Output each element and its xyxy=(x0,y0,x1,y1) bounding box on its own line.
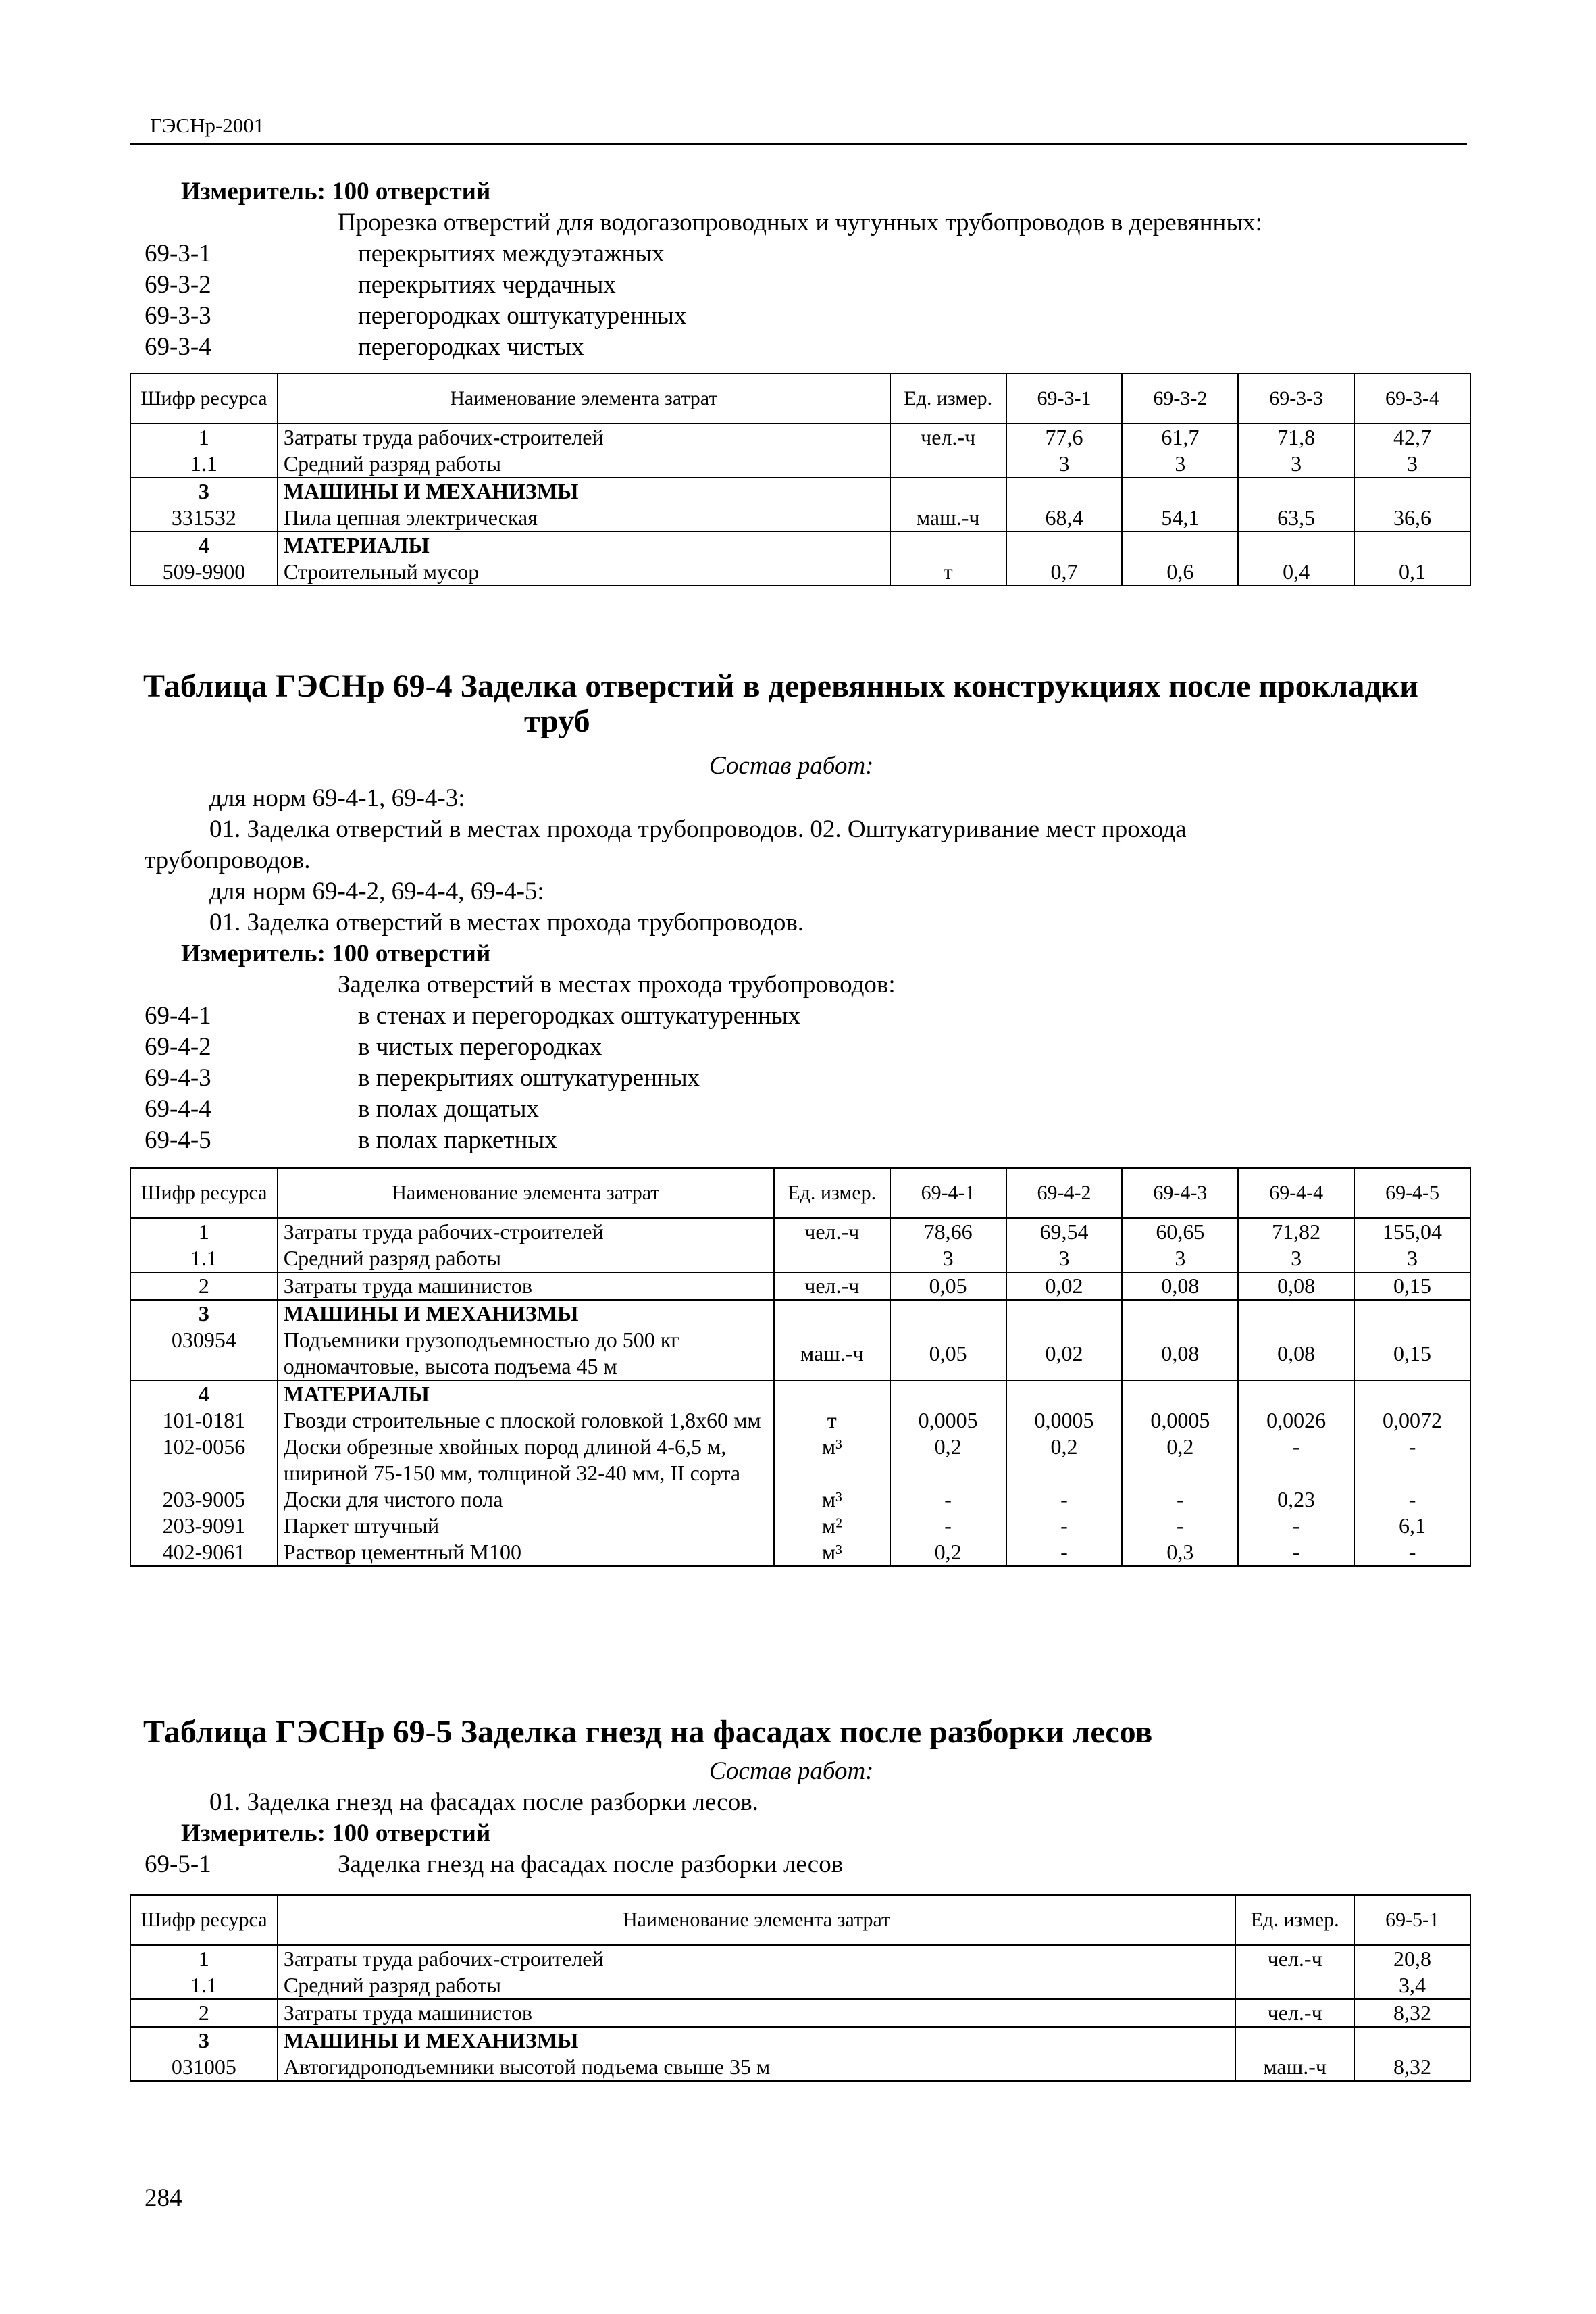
norm-description: в полах дощатых xyxy=(358,1095,539,1123)
value-cell: 0,08 xyxy=(1238,1272,1354,1300)
col-header-name: Наименование элемента затрат xyxy=(278,1895,1235,1945)
resource-code: 203-9005 xyxy=(130,1486,278,1513)
value-cell xyxy=(1354,1300,1470,1327)
table-row xyxy=(130,1300,1470,1327)
norm-description: в чистых перегородках xyxy=(358,1033,602,1061)
norm-description: Заделка гнезд на фасадах после разборки лесов xyxy=(338,1851,844,1878)
value-cell: 3 xyxy=(1122,451,1238,478)
value-cell: 0,2 xyxy=(890,1539,1006,1566)
value-cell: 0,0005 xyxy=(1122,1407,1238,1434)
value-cell: 3 xyxy=(1354,451,1470,478)
col-header-resource: Шифр ресурса xyxy=(130,374,278,424)
norm-code: 69-3-2 xyxy=(145,271,211,299)
value-cell xyxy=(1354,532,1470,559)
value-cell: 8,32 xyxy=(1354,1999,1470,2027)
cost-element-name: Средний разряд работы xyxy=(278,1972,1235,1999)
value-cell: 0,08 xyxy=(1122,1327,1238,1380)
value-cell: 0,2 xyxy=(890,1434,1006,1486)
resource-code: 1 xyxy=(130,1945,278,1972)
value-cell: 0,4 xyxy=(1238,559,1354,586)
value-cell xyxy=(1238,532,1354,559)
value-cell xyxy=(1006,478,1123,505)
value-cell xyxy=(890,1380,1006,1407)
value-cell: 61,7 xyxy=(1122,424,1238,451)
value-cell: 3 xyxy=(1122,1245,1238,1272)
table-title: Таблица ГЭСНр 69-4 Заделка отверстий в деревянных конструкциях после прокладки xyxy=(143,668,1418,704)
value-cell xyxy=(1006,1380,1123,1407)
table-header-row xyxy=(130,1895,1470,1945)
col-header-norm: 69-4-5 xyxy=(1354,1168,1470,1218)
value-cell: - xyxy=(1122,1486,1238,1513)
value-cell: 20,8 xyxy=(1354,1945,1470,1972)
table-row xyxy=(130,559,1470,586)
table-row xyxy=(130,1999,1470,2027)
cost-element-name: Пила цепная электрическая xyxy=(278,505,890,532)
norm-description: перегородках оштукатуренных xyxy=(358,302,687,330)
norm-description: в стенах и перегородках оштукатуренных xyxy=(358,1002,801,1030)
cost-element-name: Доски для чистого пола xyxy=(278,1486,774,1513)
cost-element-name: Автогидроподъемники высотой подъема свыше 35 м xyxy=(278,2054,1235,2081)
resource-code: 1.1 xyxy=(130,1972,278,1999)
resource-table-69-5 xyxy=(130,1894,1471,2082)
value-cell: 3,4 xyxy=(1354,1972,1470,1999)
cost-element-name: Затраты труда машинистов xyxy=(278,1272,774,1300)
col-header-norm: 69-3-3 xyxy=(1238,374,1354,424)
table-row xyxy=(130,1327,1470,1380)
norm-code: 69-4-5 xyxy=(145,1126,211,1154)
col-header-norm: 69-5-1 xyxy=(1354,1895,1470,1945)
table-row xyxy=(130,1945,1470,1972)
col-header-unit: Ед. измер. xyxy=(774,1168,890,1218)
col-header-resource: Шифр ресурса xyxy=(130,1168,278,1218)
resource-code: 4 xyxy=(130,1380,278,1407)
value-cell: 0,6 xyxy=(1122,559,1238,586)
unit-cell xyxy=(890,478,1006,505)
col-header-norm: 69-4-2 xyxy=(1006,1168,1123,1218)
value-cell: 0,3 xyxy=(1122,1539,1238,1566)
unit-cell: т xyxy=(890,559,1006,586)
value-cell: 3 xyxy=(1006,1245,1123,1272)
resource-table-69-3 xyxy=(130,373,1471,586)
value-cell xyxy=(1354,2027,1470,2054)
norm-description: перегородках чистых xyxy=(358,333,584,361)
unit-cell xyxy=(890,451,1006,478)
work-description: 01. Заделка отверстий в местах прохода трубопроводов. 02. Оштукатуривание мест прохода xyxy=(209,815,1187,843)
group-heading: МАТЕРИАЛЫ xyxy=(278,1380,774,1407)
col-header-norm: 69-3-2 xyxy=(1122,374,1238,424)
resource-code: 1.1 xyxy=(130,451,278,478)
value-cell: 0,05 xyxy=(890,1272,1006,1300)
cost-element-name: Гвозди строительные с плоской головкой 1,8х60 мм xyxy=(278,1407,774,1434)
unit-cell xyxy=(774,1300,890,1327)
value-cell: 3 xyxy=(1006,451,1123,478)
table-row xyxy=(130,1539,1470,1566)
col-header-unit: Ед. измер. xyxy=(1235,1895,1354,1945)
value-cell: 155,04 xyxy=(1354,1218,1470,1245)
unit-cell: м³ xyxy=(774,1434,890,1486)
resource-code: 2 xyxy=(130,1272,278,1300)
table-row xyxy=(130,478,1470,505)
header-rule xyxy=(130,143,1467,145)
unit-cell: чел.-ч xyxy=(1235,1999,1354,2027)
value-cell: - xyxy=(1122,1513,1238,1539)
norm-code: 69-4-4 xyxy=(145,1095,211,1123)
value-cell xyxy=(1006,1300,1123,1327)
value-cell: 3 xyxy=(1238,1245,1354,1272)
resource-code: 331532 xyxy=(130,505,278,532)
value-cell xyxy=(1122,478,1238,505)
unit-cell: чел.-ч xyxy=(890,424,1006,451)
value-cell: 60,65 xyxy=(1122,1218,1238,1245)
unit-cell xyxy=(774,1245,890,1272)
value-cell: 36,6 xyxy=(1354,505,1470,532)
table-header-row xyxy=(130,374,1470,424)
value-cell: 6,1 xyxy=(1354,1513,1470,1539)
cost-element-name: Раствор цементный М100 xyxy=(278,1539,774,1566)
norm-code: 69-4-2 xyxy=(145,1033,211,1061)
value-cell: 77,6 xyxy=(1006,424,1123,451)
table-row xyxy=(130,1972,1470,1999)
norm-description: перекрытиях междуэтажных xyxy=(358,240,665,268)
measure-label: Измеритель: 100 отверстий xyxy=(181,940,491,967)
resource-code: 1 xyxy=(130,1218,278,1245)
measure-label: Измеритель: 100 отверстий xyxy=(181,178,491,205)
resource-code: 509-9900 xyxy=(130,559,278,586)
table-row xyxy=(130,1513,1470,1539)
resource-code: 101-0181 xyxy=(130,1407,278,1434)
unit-cell: маш.-ч xyxy=(1235,2054,1354,2081)
norm-description: в перекрытиях оштукатуренных xyxy=(358,1064,700,1092)
col-header-norm: 69-4-4 xyxy=(1238,1168,1354,1218)
resource-table-69-4 xyxy=(130,1167,1471,1567)
value-cell: 0,2 xyxy=(1122,1434,1238,1486)
resource-code: 3 xyxy=(130,1300,278,1327)
value-cell: 71,82 xyxy=(1238,1218,1354,1245)
value-cell: 0,0072 xyxy=(1354,1407,1470,1434)
col-header-resource: Шифр ресурса xyxy=(130,1895,278,1945)
unit-cell xyxy=(774,1380,890,1407)
cost-element-name: Подъемники грузоподъемностью до 500 кг одномачтовые, высота подъема 45 м xyxy=(278,1327,774,1380)
norm-code: 69-3-1 xyxy=(145,240,211,268)
unit-cell: м³ xyxy=(774,1539,890,1566)
cost-element-name: Затраты труда машинистов xyxy=(278,1999,1235,2027)
col-header-norm: 69-4-1 xyxy=(890,1168,1006,1218)
cost-element-name: Средний разряд работы xyxy=(278,451,890,478)
col-header-norm: 69-4-3 xyxy=(1122,1168,1238,1218)
value-cell xyxy=(1122,532,1238,559)
value-cell xyxy=(1354,478,1470,505)
value-cell: - xyxy=(1238,1513,1354,1539)
unit-cell: маш.-ч xyxy=(774,1327,890,1380)
value-cell: 0,2 xyxy=(1006,1434,1123,1486)
cost-element-name: Доски обрезные хвойных пород длиной 4-6,5 м, шириной 75-150 мм, толщиной 32-40 мм, II сорта xyxy=(278,1434,774,1486)
table-row xyxy=(130,1407,1470,1434)
table-row xyxy=(130,1486,1470,1513)
norm-code: 69-4-3 xyxy=(145,1064,211,1092)
col-header-name: Наименование элемента затрат xyxy=(278,374,890,424)
col-header-unit: Ед. измер. xyxy=(890,374,1006,424)
value-cell xyxy=(1238,1300,1354,1327)
value-cell: - xyxy=(1006,1513,1123,1539)
value-cell: - xyxy=(890,1486,1006,1513)
work-description-continued: трубопроводов. xyxy=(145,847,311,874)
resource-code: 030954 xyxy=(130,1327,278,1380)
table-row xyxy=(130,2054,1470,2081)
value-cell: 8,32 xyxy=(1354,2054,1470,2081)
resource-code: 102-0056 xyxy=(130,1434,278,1486)
value-cell: - xyxy=(1006,1486,1123,1513)
value-cell: 0,0005 xyxy=(890,1407,1006,1434)
value-cell: - xyxy=(890,1513,1006,1539)
unit-cell: чел.-ч xyxy=(1235,1945,1354,1972)
unit-cell xyxy=(1235,2027,1354,2054)
value-cell: 54,1 xyxy=(1122,505,1238,532)
cost-element-name: Строительный мусор xyxy=(278,559,890,586)
unit-cell: чел.-ч xyxy=(774,1272,890,1300)
norm-code: 69-3-3 xyxy=(145,302,211,330)
group-heading: МАШИНЫ И МЕХАНИЗМЫ xyxy=(278,2027,1235,2054)
measure-label: Измеритель: 100 отверстий xyxy=(181,1819,491,1847)
work-composition-label: Состав работ: xyxy=(709,752,874,780)
resource-code: 3 xyxy=(130,2027,278,2054)
unit-cell: м³ xyxy=(774,1486,890,1513)
value-cell: - xyxy=(1006,1539,1123,1566)
value-cell: 0,05 xyxy=(890,1327,1006,1380)
value-cell: 71,8 xyxy=(1238,424,1354,451)
table-row xyxy=(130,1218,1470,1245)
resource-code: 031005 xyxy=(130,2054,278,2081)
value-cell xyxy=(1122,1300,1238,1327)
unit-cell: чел.-ч xyxy=(774,1218,890,1245)
table-row xyxy=(130,532,1470,559)
work-intro: Заделка отверстий в местах прохода трубопроводов: xyxy=(338,971,896,999)
value-cell: 0,08 xyxy=(1238,1327,1354,1380)
table-row xyxy=(130,451,1470,478)
value-cell: 0,23 xyxy=(1238,1486,1354,1513)
value-cell: 0,02 xyxy=(1006,1272,1123,1300)
value-cell: - xyxy=(1238,1539,1354,1566)
value-cell xyxy=(1006,532,1123,559)
group-heading: МАШИНЫ И МЕХАНИЗМЫ xyxy=(278,1300,774,1327)
value-cell xyxy=(1354,1380,1470,1407)
value-cell: 3 xyxy=(1354,1245,1470,1272)
value-cell: 42,7 xyxy=(1354,424,1470,451)
resource-code: 2 xyxy=(130,1999,278,2027)
value-cell: 0,0005 xyxy=(1006,1407,1123,1434)
resource-code: 3 xyxy=(130,478,278,505)
unit-cell: м² xyxy=(774,1513,890,1539)
group-heading: МАТЕРИАЛЫ xyxy=(278,532,890,559)
norm-code: 69-5-1 xyxy=(145,1851,211,1878)
value-cell: 0,02 xyxy=(1006,1327,1123,1380)
work-intro: Прорезка отверстий для водогазопроводных и чугунных трубопроводов в деревянных: xyxy=(338,209,1262,236)
value-cell: 63,5 xyxy=(1238,505,1354,532)
value-cell xyxy=(890,1300,1006,1327)
norm-code: 69-3-4 xyxy=(145,333,211,361)
document-code-header: ГЭСНр-2001 xyxy=(150,114,265,137)
norms-applicability: для норм 69-4-1, 69-4-3: xyxy=(209,784,465,812)
page-number: 284 xyxy=(145,2184,182,2212)
table-row xyxy=(130,1272,1470,1300)
col-header-norm: 69-3-1 xyxy=(1006,374,1123,424)
resource-code: 1.1 xyxy=(130,1245,278,1272)
table-row xyxy=(130,424,1470,451)
value-cell: 3 xyxy=(890,1245,1006,1272)
table-row xyxy=(130,1245,1470,1272)
value-cell: 0,15 xyxy=(1354,1272,1470,1300)
value-cell xyxy=(1122,1380,1238,1407)
table-row xyxy=(130,2027,1470,2054)
resource-code: 1 xyxy=(130,424,278,451)
value-cell: - xyxy=(1354,1486,1470,1513)
cost-element-name: Паркет штучный xyxy=(278,1513,774,1539)
unit-cell: маш.-ч xyxy=(890,505,1006,532)
value-cell: 0,08 xyxy=(1122,1272,1238,1300)
value-cell xyxy=(1238,1380,1354,1407)
work-description: 01. Заделка отверстий в местах прохода трубопроводов. xyxy=(209,909,804,936)
group-heading: МАШИНЫ И МЕХАНИЗМЫ xyxy=(278,478,890,505)
norms-applicability: для норм 69-4-2, 69-4-4, 69-4-5: xyxy=(209,878,544,905)
cost-element-name: Средний разряд работы xyxy=(278,1245,774,1272)
table-row xyxy=(130,505,1470,532)
cost-element-name: Затраты труда рабочих-строителей xyxy=(278,1945,1235,1972)
work-composition-label: Состав работ: xyxy=(709,1757,874,1785)
value-cell: - xyxy=(1354,1539,1470,1566)
work-description: 01. Заделка гнезд на фасадах после разборки лесов. xyxy=(209,1788,758,1816)
table-title: Таблица ГЭСНр 69-5 Заделка гнезд на фасадах после разборки лесов xyxy=(143,1714,1153,1750)
cost-element-name: Затраты труда рабочих-строителей xyxy=(278,424,890,451)
resource-code: 402-9061 xyxy=(130,1539,278,1566)
table-header-row xyxy=(130,1168,1470,1218)
table-row xyxy=(130,1434,1470,1486)
value-cell xyxy=(1238,478,1354,505)
value-cell: 0,1 xyxy=(1354,559,1470,586)
value-cell: 3 xyxy=(1238,451,1354,478)
value-cell: 68,4 xyxy=(1006,505,1123,532)
value-cell: 78,66 xyxy=(890,1218,1006,1245)
col-header-name: Наименование элемента затрат xyxy=(278,1168,774,1218)
norm-description: перекрытиях чердачных xyxy=(358,271,616,299)
unit-cell xyxy=(890,532,1006,559)
col-header-norm: 69-3-4 xyxy=(1354,374,1470,424)
table-title-continued: труб xyxy=(524,703,590,739)
unit-cell: т xyxy=(774,1407,890,1434)
resource-code: 203-9091 xyxy=(130,1513,278,1539)
value-cell: - xyxy=(1354,1434,1470,1486)
unit-cell xyxy=(1235,1972,1354,1999)
table-row xyxy=(130,1380,1470,1407)
value-cell: - xyxy=(1238,1434,1354,1486)
value-cell: 0,7 xyxy=(1006,559,1123,586)
value-cell: 0,0026 xyxy=(1238,1407,1354,1434)
resource-code: 4 xyxy=(130,532,278,559)
norm-code: 69-4-1 xyxy=(145,1002,211,1030)
cost-element-name: Затраты труда рабочих-строителей xyxy=(278,1218,774,1245)
value-cell: 0,15 xyxy=(1354,1327,1470,1380)
value-cell: 69,54 xyxy=(1006,1218,1123,1245)
norm-description: в полах паркетных xyxy=(358,1126,557,1154)
